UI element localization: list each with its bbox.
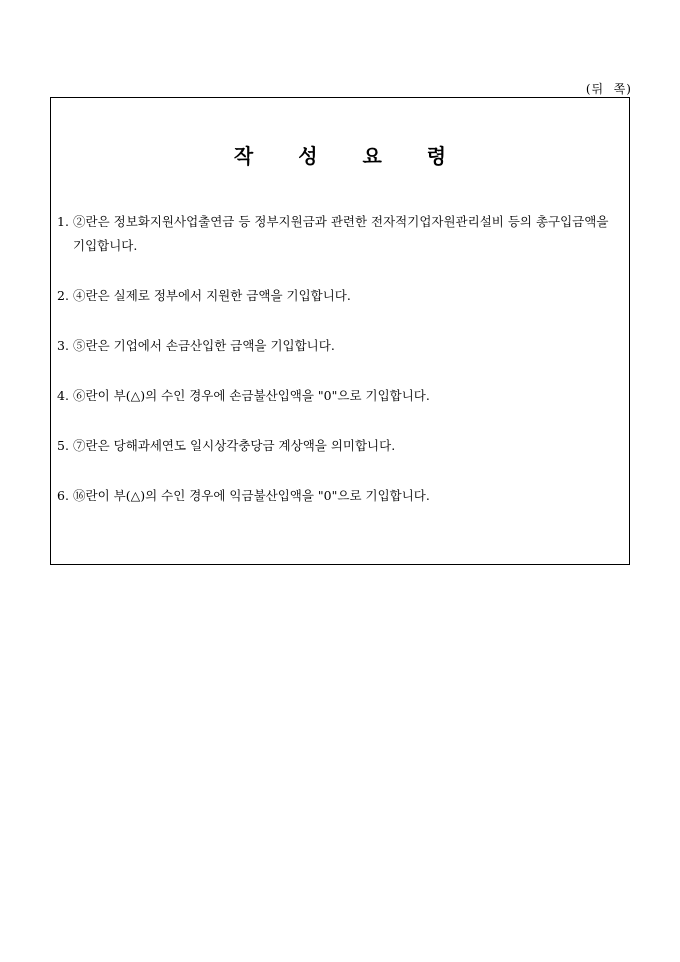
instructions-box — [50, 97, 630, 565]
instruction-item-4 — [57, 384, 623, 408]
instructions-list — [57, 210, 623, 534]
instruction-number: 5. — [57, 438, 69, 453]
instruction-text: ⑦란은 당해과세연도 일시상각충당금 계상액을 의미합니다. — [73, 438, 396, 453]
instruction-number: 3. — [57, 338, 69, 353]
instruction-text: ⑯란이 부(△)의 수인 경우에 익금불산입액을 "0"으로 기입합니다. — [73, 488, 430, 503]
instruction-text: ②란은 정보화지원사업출연금 등 정부지원금과 관련한 전자적기업자원관리설비 등의 총구입금액을 기입합니다. — [73, 214, 609, 253]
instruction-item-3 — [57, 334, 623, 358]
instruction-number: 2. — [57, 288, 69, 303]
page-side-label: (뒤 쪽) — [585, 82, 632, 96]
instruction-text: ⑥란이 부(△)의 수인 경우에 손금불산입액을 "0"으로 기입합니다. — [73, 388, 430, 403]
instruction-number: 1. — [57, 214, 69, 229]
instruction-item-5 — [57, 434, 623, 458]
instruction-text: ④란은 실제로 정부에서 지원한 금액을 기입합니다. — [73, 288, 351, 303]
instruction-item-1 — [57, 210, 623, 258]
instruction-number: 4. — [57, 388, 69, 403]
instructions-title: 작 성 요 령 — [233, 144, 447, 168]
instruction-item-6 — [57, 484, 623, 508]
instruction-text: ⑤란은 기업에서 손금산입한 금액을 기입합니다. — [73, 338, 335, 353]
instruction-number: 6. — [57, 488, 69, 503]
instruction-item-2 — [57, 284, 623, 308]
